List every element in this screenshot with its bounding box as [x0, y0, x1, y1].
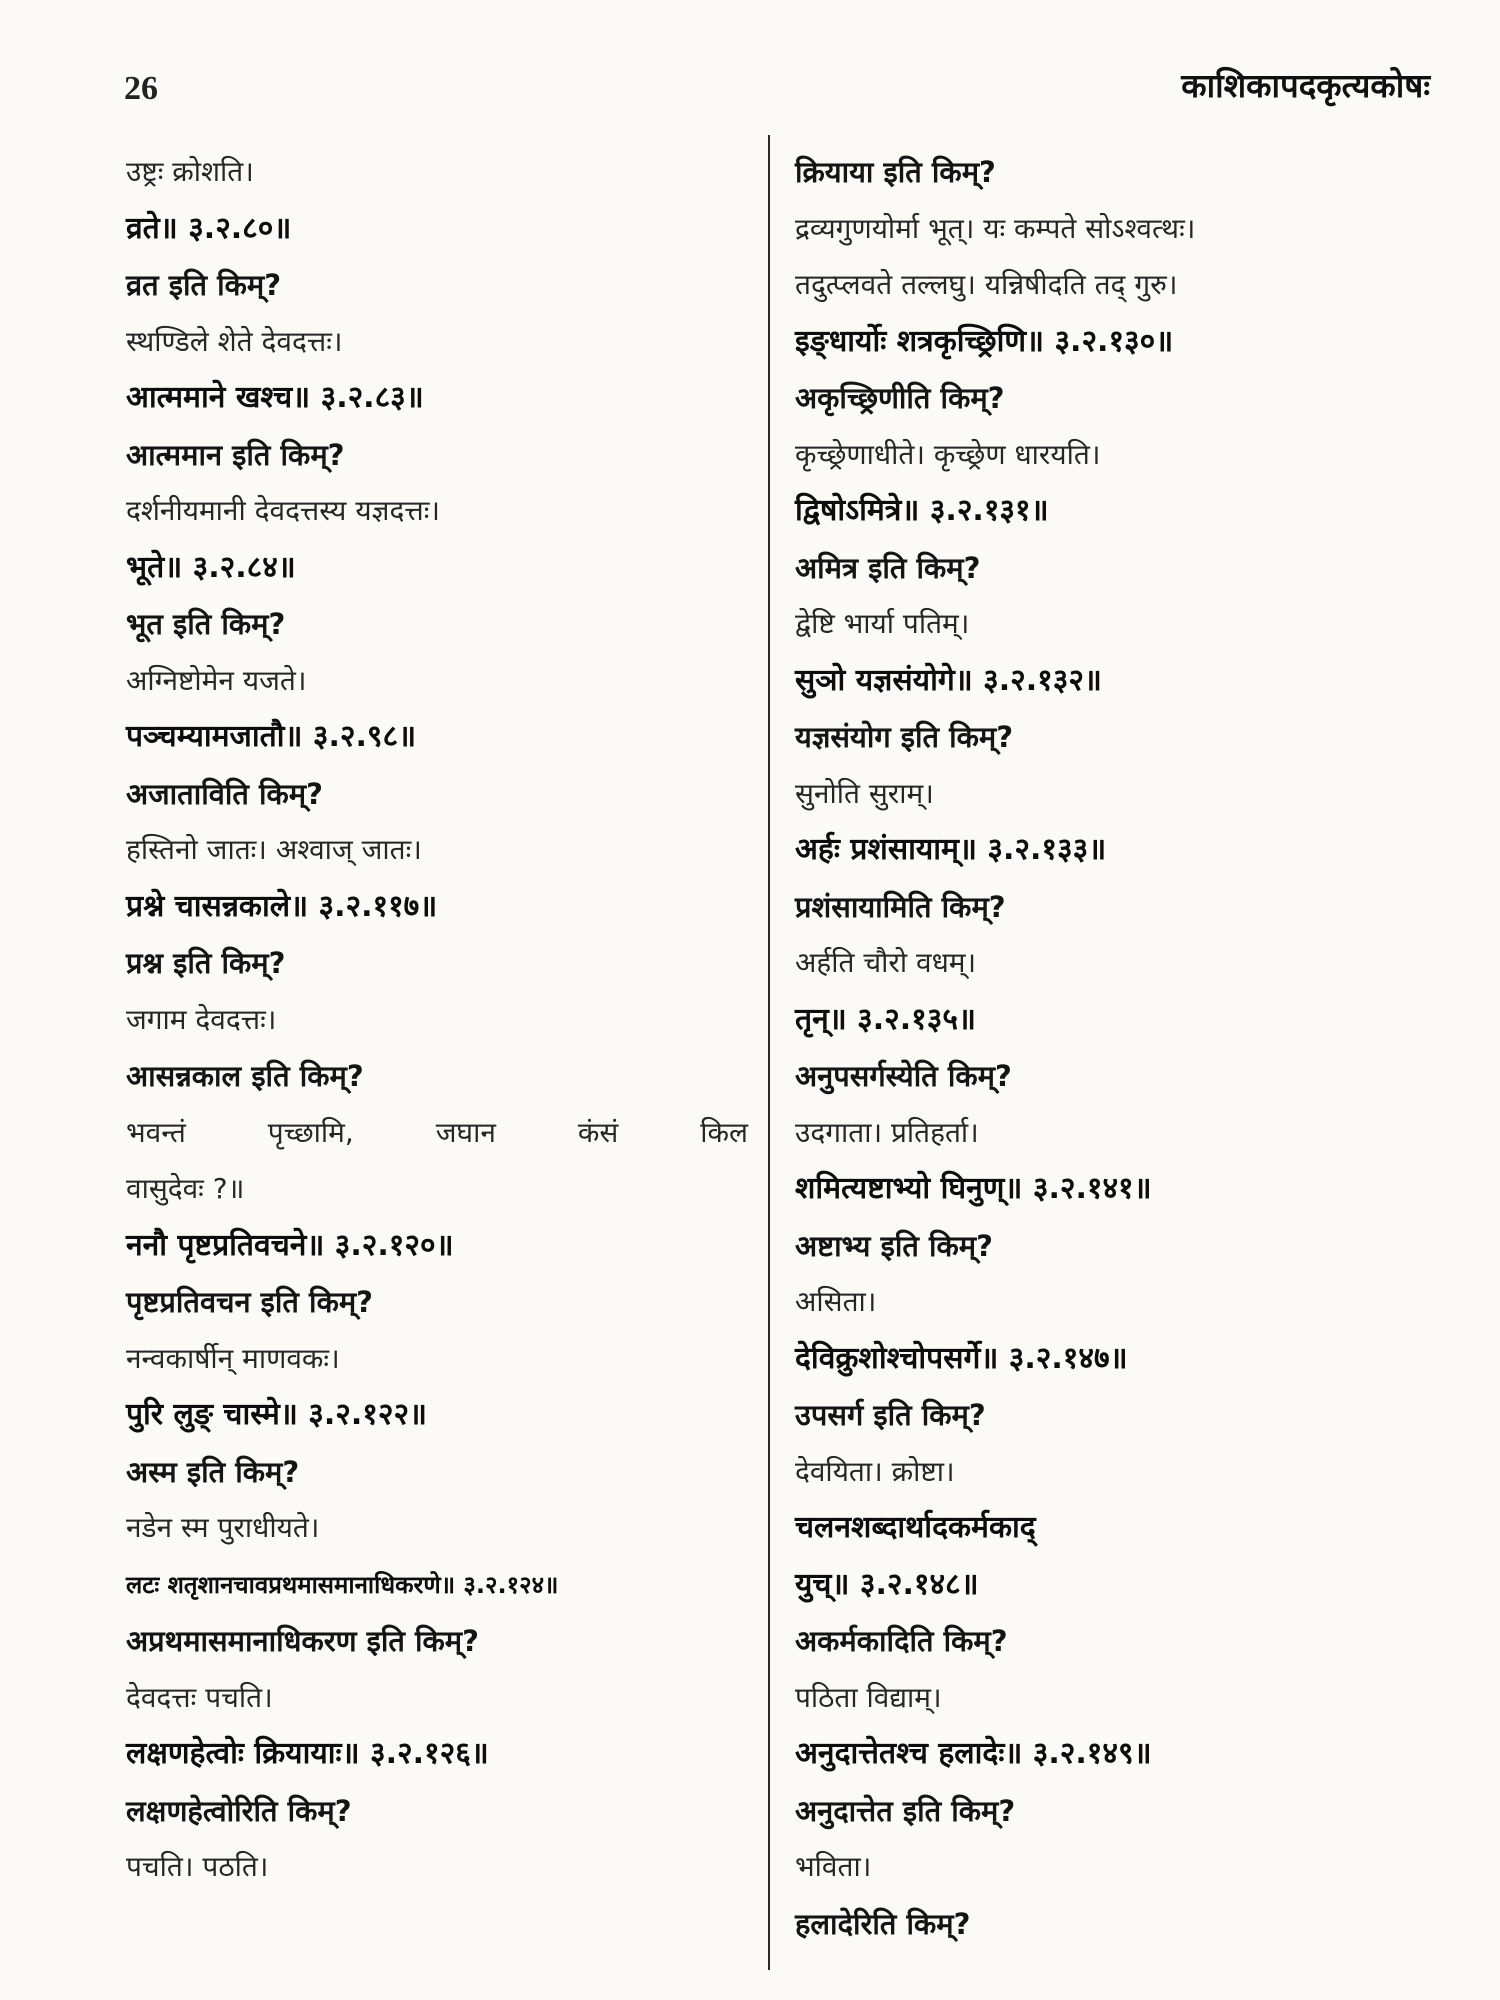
example-line: कृच्छ्रेणाधीते। कृच्छ्रेण धारयति। [795, 437, 1101, 471]
example-word: जघान [435, 1115, 496, 1149]
example-line: द्वेष्टि भार्या पतिम्। [795, 607, 970, 640]
right-column [795, 144, 1445, 1952]
example-line: उदगाता। प्रतिहर्ता। [795, 1115, 979, 1149]
query-line: क्रियाया इति किम्? [795, 155, 996, 189]
example-line: नन्वकार्षीन् माणवकः। [126, 1341, 340, 1375]
example-line: वासुदेवः ?॥ [126, 1172, 245, 1205]
sutra-heading: प्रश्ने चासन्नकाले॥ ३.२.११७॥ [126, 888, 438, 924]
example-line: जगाम देवदत्तः। [126, 1002, 277, 1036]
sutra-heading: युच्॥ ३.२.१४८॥ [795, 1566, 979, 1602]
sutra-heading: चलनशब्दार्थादकर्मकाद् [795, 1510, 1036, 1545]
example-line [126, 1105, 748, 1162]
query-line: प्रशंसायामिति किम्? [795, 889, 1006, 924]
sutra-heading: देविक्रुशोश्चोपसर्गे॥ ३.२.१४७॥ [795, 1340, 1128, 1376]
query-line: अप्रथमासमानाधिकरण इति किम्? [126, 1624, 479, 1658]
example-line: देवयिता। क्रोष्टा। [795, 1454, 955, 1488]
example-line: अर्हति चौरो वधम्। [795, 946, 977, 979]
query-line: भूत इति किम्? [126, 607, 286, 641]
example-word: भवन्तं [126, 1115, 186, 1149]
sutra-heading: द्विषोऽमित्रे॥ ३.२.१३१॥ [795, 493, 1049, 528]
example-line: देवदत्तः पचति। [126, 1680, 273, 1714]
sutra-heading: आत्ममाने खश्च॥ ३.२.८३॥ [126, 380, 424, 415]
sutra-heading: शमित्यष्टाभ्यो घिनुण्॥ ३.२.१४१॥ [795, 1171, 1152, 1206]
example-line: पठिता विद्याम्। [795, 1680, 942, 1714]
sutra-heading: अर्हः प्रशंसायाम्॥ ३.२.१३३॥ [795, 832, 1107, 867]
example-line: तदुत्प्लवते तल्लघु। यन्निषीदति तद् गुरु। [795, 268, 1178, 301]
page-number: 26 [124, 70, 158, 107]
sutra-heading: लटः शतृशानचावप्रथमासमानाधिकरणे॥ ३.२.१२४॥ [126, 1570, 559, 1599]
query-line: अमित्र इति किम्? [795, 550, 981, 585]
example-line: नडेन स्म पुराधीयते। [126, 1511, 320, 1544]
query-line: आत्ममान इति किम्? [126, 437, 345, 472]
left-column [126, 144, 746, 1896]
running-head: काशिकापदकृत्यकोषः [1181, 66, 1430, 105]
query-line: अस्म इति किम्? [126, 1454, 300, 1489]
sutra-heading: इङ्धार्योः शत्रकृच्छ्रिणि॥ ३.२.१३०॥ [795, 323, 1174, 359]
example-line: हस्तिनो जातः। अश्वाज् जातः। [126, 833, 422, 866]
query-line: अनुदात्तेत इति किम्? [795, 1793, 1016, 1828]
example-line: उष्ट्रः क्रोशति। [126, 155, 254, 188]
query-line: व्रत इति किम्? [126, 268, 282, 302]
sutra-heading: तृन्॥ ३.२.१३५॥ [795, 1001, 976, 1037]
column-divider [768, 135, 770, 1970]
example-line: पचति। पठति। [126, 1850, 269, 1883]
query-line: अकृच्छ्रिणीति किम्? [795, 381, 1005, 415]
query-line: लक्षणहेत्वोरिति किम्? [126, 1793, 352, 1828]
query-line: अजाताविति किम्? [126, 776, 323, 811]
query-line: उपसर्ग इति किम्? [795, 1398, 986, 1432]
example-line: भविता। [795, 1850, 872, 1883]
example-word: किल [700, 1115, 748, 1149]
query-line: हलादेरिति किम्? [795, 1906, 971, 1941]
example-word: पृच्छामि, [267, 1115, 354, 1149]
query-line: अनुपसर्गस्येति किम्? [795, 1059, 1012, 1093]
query-line: अकर्मकादिति किम्? [795, 1624, 1008, 1658]
query-line: पृष्टप्रतिवचन इति किम्? [126, 1285, 374, 1319]
query-line: यज्ञसंयोग इति किम्? [795, 720, 1014, 754]
example-line: असिता। [795, 1285, 877, 1318]
query-line: अष्टाभ्य इति किम्? [795, 1228, 993, 1263]
example-word: कंसं [577, 1115, 619, 1149]
example-line: अग्निष्टोमेन यजते। [126, 663, 307, 697]
sutra-heading: ननौ पृष्टप्रतिवचने॥ ३.२.१२०॥ [126, 1227, 454, 1263]
example-line: स्थण्डिले शेते देवदत्तः। [126, 324, 343, 358]
sutra-heading: अनुदात्तेतश्च हलादेः॥ ३.२.१४९॥ [795, 1736, 1152, 1771]
query-line: प्रश्न इति किम्? [126, 946, 286, 980]
example-line: दर्शनीयमानी देवदत्तस्य यज्ञदत्तः। [126, 494, 440, 527]
sutra-heading: पञ्चम्यामजातौ॥ ३.२.९८॥ [126, 719, 417, 754]
sutra-heading: लक्षणहेत्वोः क्रियायाः॥ ३.२.१२६॥ [126, 1736, 489, 1771]
sutra-heading: सुञो यज्ञसंयोगे॥ ३.२.१३२॥ [795, 662, 1102, 698]
example-line: द्रव्यगुणयोर्मा भूत्। यः कम्पते सोऽश्वत्थः। [795, 211, 1196, 245]
sutra-heading: पुरि लुङ् चास्मे॥ ३.२.१२२॥ [126, 1397, 428, 1432]
sutra-heading: व्रते॥ ३.२.८०॥ [126, 210, 292, 246]
example-line: सुनोति सुराम्। [795, 776, 934, 810]
sutra-heading: भूते॥ ३.२.८४॥ [126, 549, 296, 585]
query-line: आसन्नकाल इति किम्? [126, 1059, 364, 1093]
